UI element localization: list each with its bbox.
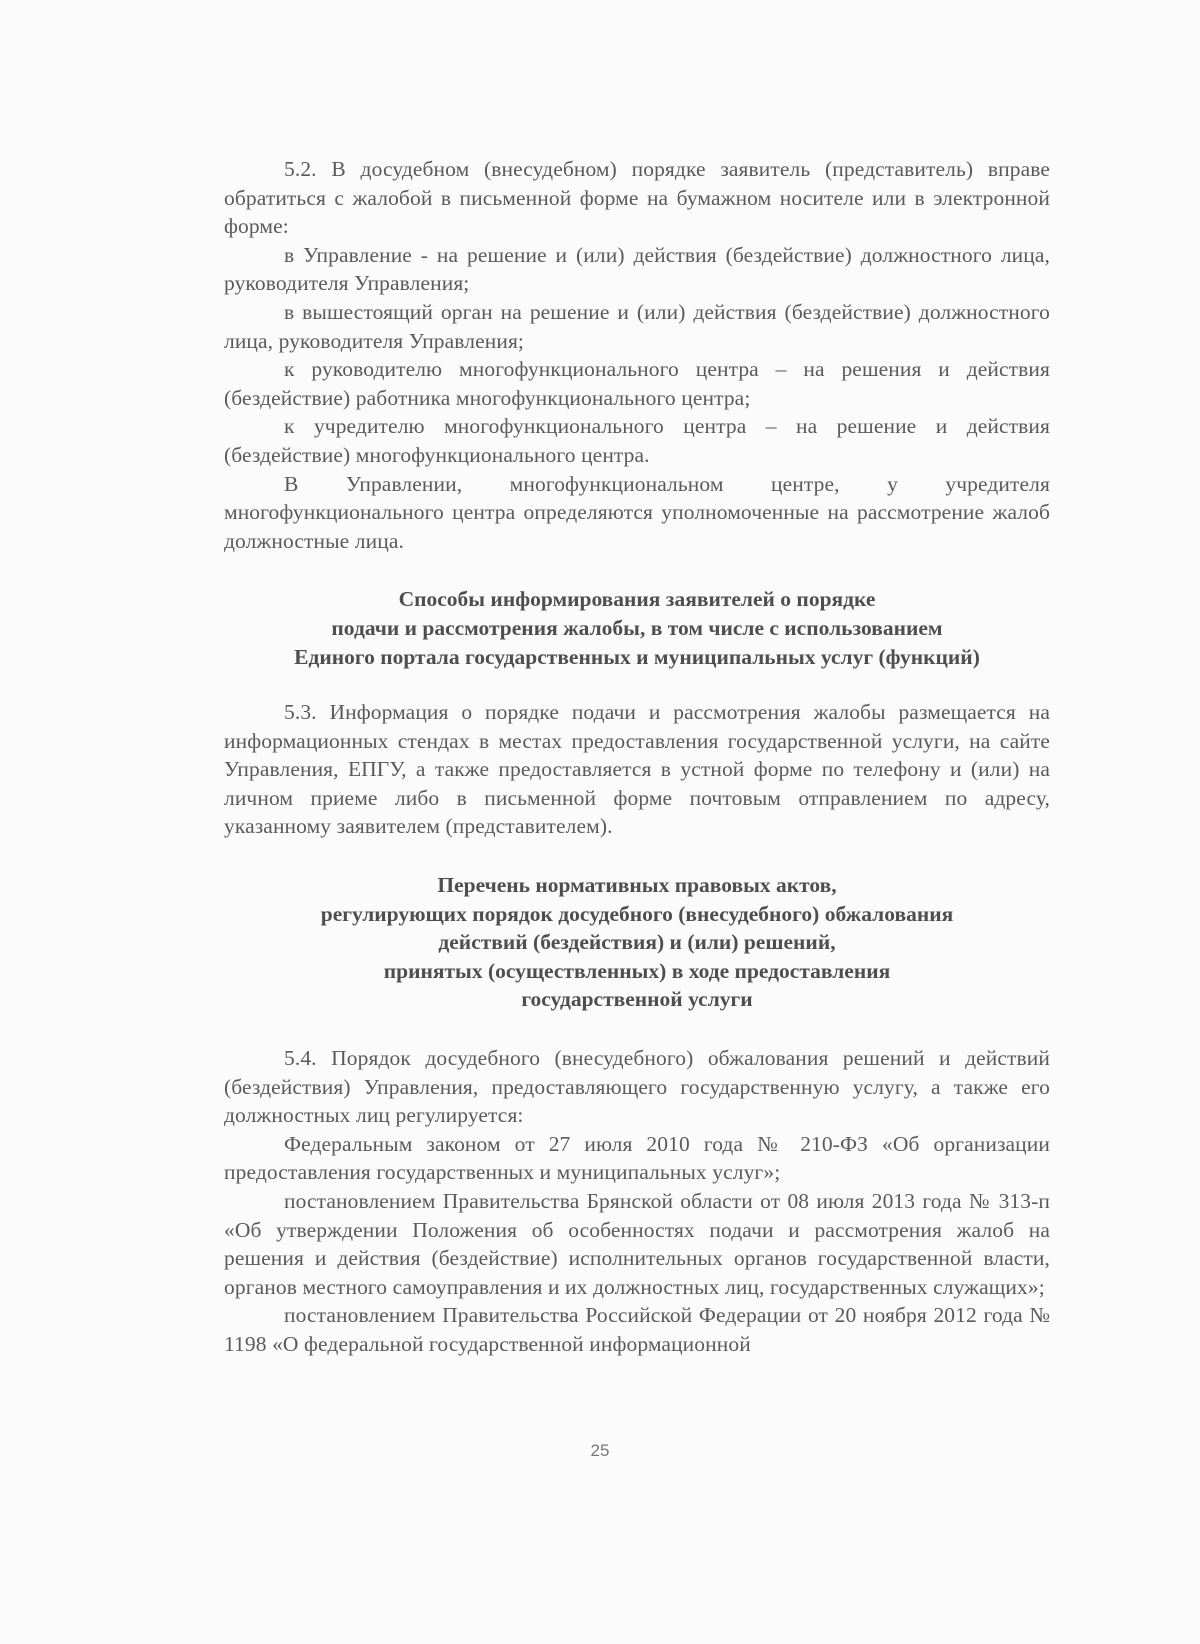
paragraph-5-4-item-2: постановлением Правительства Брянской области от 08 июля 2013 года № 313-п «Об утверждении Положения об особенностях подачи и рассмотрения жалоб на решения и действия (бездействие) исполнительных органов государственной власти, органов местного самоуправления и их должностных лиц, государственных служащих»; xyxy=(224,1189,1050,1299)
heading-line: подачи и рассмотрения жалобы, в том числе с использованием xyxy=(331,615,943,640)
document-body xyxy=(224,155,1050,1359)
paragraph-5-4-item-3: постановлением Правительства Российской Федерации от 20 ноября 2012 года № 1198 «О федеральной государственной информационной xyxy=(224,1303,1050,1356)
heading-complaint-information-methods xyxy=(224,585,1050,671)
paragraph-5-2-item-3: к руководителю многофункционального центра – на решения и действия (бездействие) работника многофункционального центра; xyxy=(224,357,1050,410)
paragraph-5-2-item-4: к учредителю многофункционального центра – на решение и действия (бездействие) многофункционального центра. xyxy=(224,414,1050,467)
paragraph-5-3: 5.3. Информация о порядке подачи и рассмотрения жалобы размещается на информационных стендах в местах предоставления государственной услуги, на сайте Управления, ЕПГУ, а также предоставляется в устной форме по телефону и (или) на личном приеме либо в письменной форме почтовым отправлением по адресу, указанному заявителем (представителем). xyxy=(224,700,1050,839)
paragraph-5-2-item-1: в Управление - на решение и (или) действия (бездействие) должностного лица, руководителя Управления; xyxy=(224,242,1050,296)
paragraph-5-2-item-2: в вышестоящий орган на решение и (или) действия (бездействие) должностного лица, руководителя Управления; xyxy=(224,299,1050,353)
paragraph-5-4-item-1: Федеральным законом от 27 июля 2010 года № 210-ФЗ «Об организации предоставления государственных и муниципальных услуг»; xyxy=(224,1131,1050,1185)
page-number: 25 xyxy=(590,1441,610,1460)
heading-line: Перечень нормативных правовых актов, xyxy=(437,873,837,898)
heading-line: принятых (осуществленных) в ходе предоставления xyxy=(383,958,891,983)
paragraph-5-2-intro: 5.2. В досудебном (внесудебном) порядке заявитель (представитель) вправе обратиться с жалобой в письменной форме на бумажном носителе или в электронной форме: xyxy=(224,157,1050,239)
paragraph-5-2-closing: В Управлении, многофункциональном центре, у учредителя многофункционального центра определяются уполномоченные на рассмотрение жалоб должностные лица. xyxy=(224,471,1050,553)
heading-line: регулирующих порядок досудебного (внесудебного) обжалования xyxy=(320,901,954,926)
heading-line: действий (бездействия) и (или) решений, xyxy=(438,930,836,955)
paragraph-5-4-intro: 5.4. Порядок досудебного (внесудебного) обжалования решений и действий (бездействия) Управления, предоставляющего государственную услугу, а также его должностных лиц регулируется: xyxy=(224,1046,1050,1128)
heading-line: Способы информирования заявителей о порядке xyxy=(398,587,876,612)
heading-line: Единого портала государственных и муниципальных услуг (функций) xyxy=(294,644,980,669)
heading-regulatory-acts xyxy=(224,871,1050,1014)
heading-line: государственной услуги xyxy=(521,987,753,1012)
